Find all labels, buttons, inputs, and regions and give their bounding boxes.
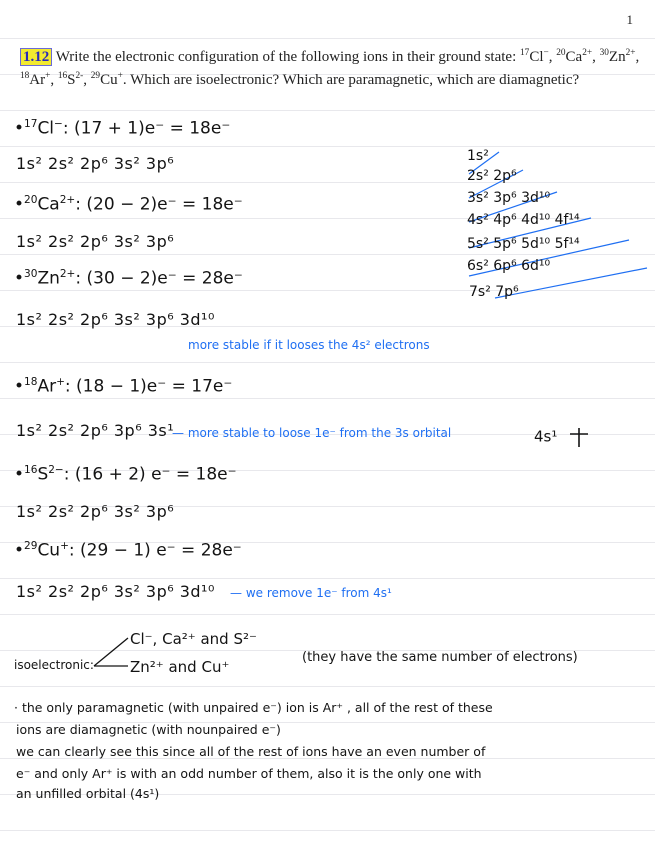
conclusion-line-4: e⁻ and only Ar⁺ is with an odd number of them, also it is the only one with [16, 766, 482, 781]
aufbau-row-3: 3s² 3p⁶ 3d¹⁰ [467, 190, 551, 206]
config-ar: 1s² 2s² 2p⁶ 3p⁶ 3s¹ [16, 421, 175, 440]
ion-calc-s: $•^{16}S^{2-}$: (16 + 2) e⁻ = 18e⁻ [14, 464, 237, 485]
isoelectronic-group-1: Cl⁻, Ca²⁺ and S²⁻ [130, 630, 257, 648]
question-subprompt: Which are isoelectronic? Which are paramagnetic, which are diamagnetic? [130, 72, 580, 88]
rule-line [0, 398, 655, 399]
rule-line [0, 686, 655, 687]
rule-line [0, 830, 655, 831]
isoelectronic-brace [92, 632, 132, 672]
note-zn: more stable if it looses the 4s² electrons [188, 338, 430, 352]
aufbau-row-7: 7s² 7p⁶ [469, 284, 519, 300]
conclusion-line-2: ions are diamagnetic (with nounpaired e⁻) [16, 722, 281, 737]
side-note-4s1: 4s¹ [534, 426, 590, 448]
rule-line [0, 362, 655, 363]
question-number: 1.12 [20, 48, 52, 66]
aufbau-row-6: 6s² 6p⁶ 6d¹⁰ [467, 258, 551, 274]
config-zn: 1s² 2s² 2p⁶ 3s² 3p⁶ 3d¹⁰ [16, 310, 215, 329]
conclusion-line-5: an unfilled orbital (4s¹) [16, 786, 160, 801]
rule-line [0, 146, 655, 147]
ion-5: $^{16}S^{2-}$, [57, 71, 91, 88]
ion-3: $^{30}Zn^{2+}$, [599, 48, 640, 65]
isoelectronic-label: isoelectronic: [14, 658, 94, 672]
aufbau-row-1: 1s² [467, 148, 489, 164]
ion-calc-cl: •$^{17}$Cl−: (17 + 1)e⁻ = 18e⁻ [14, 118, 231, 139]
rule-line [0, 578, 655, 579]
config-s: 1s² 2s² 2p⁶ 3s² 3p⁶ [16, 502, 175, 521]
ion-2: $^{20}Ca^{2+}$, [556, 48, 600, 65]
aufbau-row-5: 5s² 5p⁶ 5d¹⁰ 5f¹⁴ [467, 236, 580, 252]
isoelectronic-group-2: Zn²⁺ and Cu⁺ [130, 658, 230, 676]
ion-6: $^{29}$Cu+. [90, 71, 131, 88]
ion-calc-cu: •$^{29}$Cu+: (29 − 1) e⁻ = 28e⁻ [14, 540, 242, 561]
note-cu: — we remove 1e⁻ from 4s¹ [230, 586, 392, 600]
config-ca: 1s² 2s² 2p⁶ 3s² 3p⁶ [16, 232, 175, 251]
aufbau-row-2: 2s² 2p⁶ [467, 168, 517, 184]
question-text [20, 44, 640, 90]
conclusion-line-1: · the only paramagnetic (with unpaired e⁻) ion is Ar⁺ , all of the rest of these [14, 700, 493, 715]
rule-line [0, 38, 655, 39]
ion-calc-ca: $•^{20}Ca^{2+}$: (20 − 2)e⁻ = 18e⁻ [14, 194, 243, 215]
ion-4: $^{18}$Ar+, [20, 71, 58, 88]
isoelectronic-remark: (they have the same number of electrons) [302, 650, 578, 665]
ion-1: $^{17}$Cl−, [520, 48, 557, 65]
rule-line [0, 110, 655, 111]
question-prompt: Write the electronic configuration of the following ions in their ground state: [55, 49, 521, 65]
ion-calc-zn: $•^{30}Zn^{2+}$: (30 − 2)e⁻ = 28e⁻ [14, 268, 243, 289]
page-number: 1 [626, 12, 633, 27]
aufbau-row-4: 4s² 4p⁶ 4d¹⁰ 4f¹⁴ [467, 212, 580, 228]
note-ar: — more stable to loose 1e⁻ from the 3s orbital [172, 426, 452, 440]
config-cl: 1s² 2s² 2p⁶ 3s² 3p⁶ [16, 154, 175, 173]
rule-line [0, 614, 655, 615]
ion-calc-ar: •$^{18}$Ar+: (18 − 1)e⁻ = 17e⁻ [14, 376, 233, 397]
conclusion-line-3: we can clearly see this since all of the rest of ions have an even number of [16, 744, 486, 759]
config-cu: 1s² 2s² 2p⁶ 3s² 3p⁶ 3d¹⁰ [16, 582, 215, 601]
cross-mark-icon [568, 426, 590, 448]
